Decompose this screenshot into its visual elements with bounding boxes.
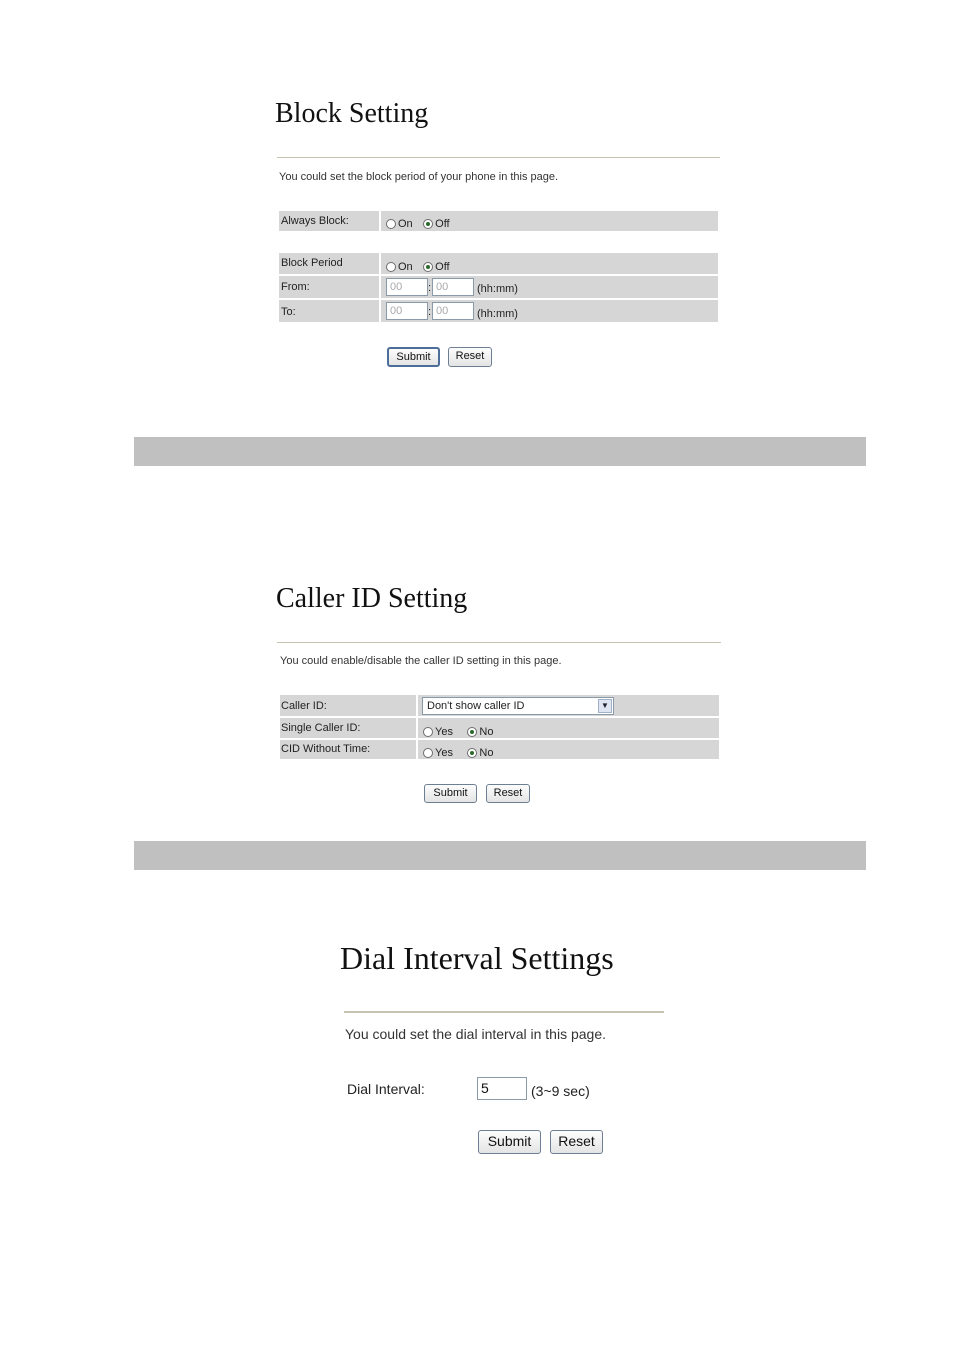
- chevron-down-icon[interactable]: ▼: [598, 699, 612, 713]
- dial-title-rule: [344, 1011, 664, 1013]
- block-description: You could set the block period of your phone in this page.: [279, 171, 559, 183]
- to-hour-input[interactable]: 00: [386, 302, 428, 320]
- cid-without-time-no-label: No: [479, 746, 494, 759]
- block-reset-button[interactable]: Reset: [448, 347, 492, 367]
- single-caller-id-label: Single Caller ID:: [281, 722, 361, 734]
- single-caller-id-no-radio[interactable]: [467, 727, 477, 737]
- section-divider-band: [134, 437, 866, 466]
- cid-without-time-yes-label: Yes: [435, 746, 453, 759]
- always-block-label: Always Block:: [281, 215, 349, 227]
- cid-without-time-yes-radio[interactable]: [423, 748, 433, 758]
- single-caller-id-yes-radio[interactable]: [423, 727, 433, 737]
- to-unit: (hh:mm): [477, 308, 518, 320]
- from-unit: (hh:mm): [477, 283, 518, 295]
- caller-description: You could enable/disable the caller ID setting in this page.: [280, 655, 562, 667]
- caller-submit-button[interactable]: Submit: [424, 784, 477, 803]
- caller-id-setting-title: Caller ID Setting: [276, 583, 468, 614]
- dial-submit-button[interactable]: Submit: [478, 1130, 541, 1154]
- dial-interval-label: Dial Interval:: [347, 1081, 425, 1097]
- always-block-on-radio[interactable]: [386, 219, 396, 229]
- caller-id-select[interactable]: [422, 697, 614, 715]
- block-period-row: [279, 253, 718, 274]
- caller-reset-button[interactable]: Reset: [486, 784, 530, 803]
- always-block-row: [279, 211, 718, 231]
- block-submit-button[interactable]: Submit: [387, 347, 440, 367]
- single-caller-id-yes-label: Yes: [435, 725, 453, 738]
- single-caller-id-row: [280, 718, 719, 738]
- cid-without-time-row: [280, 740, 719, 759]
- caller-id-label: Caller ID:: [281, 700, 327, 712]
- block-period-off-radio[interactable]: [423, 262, 433, 272]
- dial-interval-unit: (3~9 sec): [531, 1083, 590, 1099]
- block-setting-title: Block Setting: [275, 98, 429, 129]
- block-title-rule: [277, 157, 720, 158]
- caller-id-select-value: Don't show caller ID: [427, 700, 525, 712]
- from-time-separator: :: [428, 282, 432, 294]
- from-label: From:: [281, 281, 310, 293]
- block-period-on-radio[interactable]: [386, 262, 396, 272]
- from-hour-input[interactable]: 00: [386, 278, 428, 296]
- cid-without-time-label: CID Without Time:: [281, 743, 371, 755]
- dial-reset-button[interactable]: Reset: [550, 1130, 603, 1154]
- dial-interval-title: Dial Interval Settings: [340, 940, 614, 976]
- cid-without-time-no-radio[interactable]: [467, 748, 477, 758]
- to-minute-input[interactable]: 00: [432, 302, 474, 320]
- always-block-off-label: Off: [435, 217, 450, 230]
- to-label: To:: [281, 306, 296, 318]
- block-period-off-label: Off: [435, 260, 450, 273]
- dial-interval-input[interactable]: 5: [477, 1077, 527, 1100]
- from-minute-input[interactable]: 00: [432, 278, 474, 296]
- block-period-on-label: On: [398, 260, 413, 273]
- caller-title-rule: [277, 642, 721, 643]
- section-divider-band: [134, 841, 866, 870]
- dial-description: You could set the dial interval in this page.: [345, 1026, 606, 1042]
- always-block-off-radio[interactable]: [423, 219, 433, 229]
- always-block-on-label: On: [398, 217, 413, 230]
- to-time-separator: :: [428, 306, 432, 318]
- block-period-label: Block Period: [281, 257, 343, 269]
- single-caller-id-no-label: No: [479, 725, 494, 738]
